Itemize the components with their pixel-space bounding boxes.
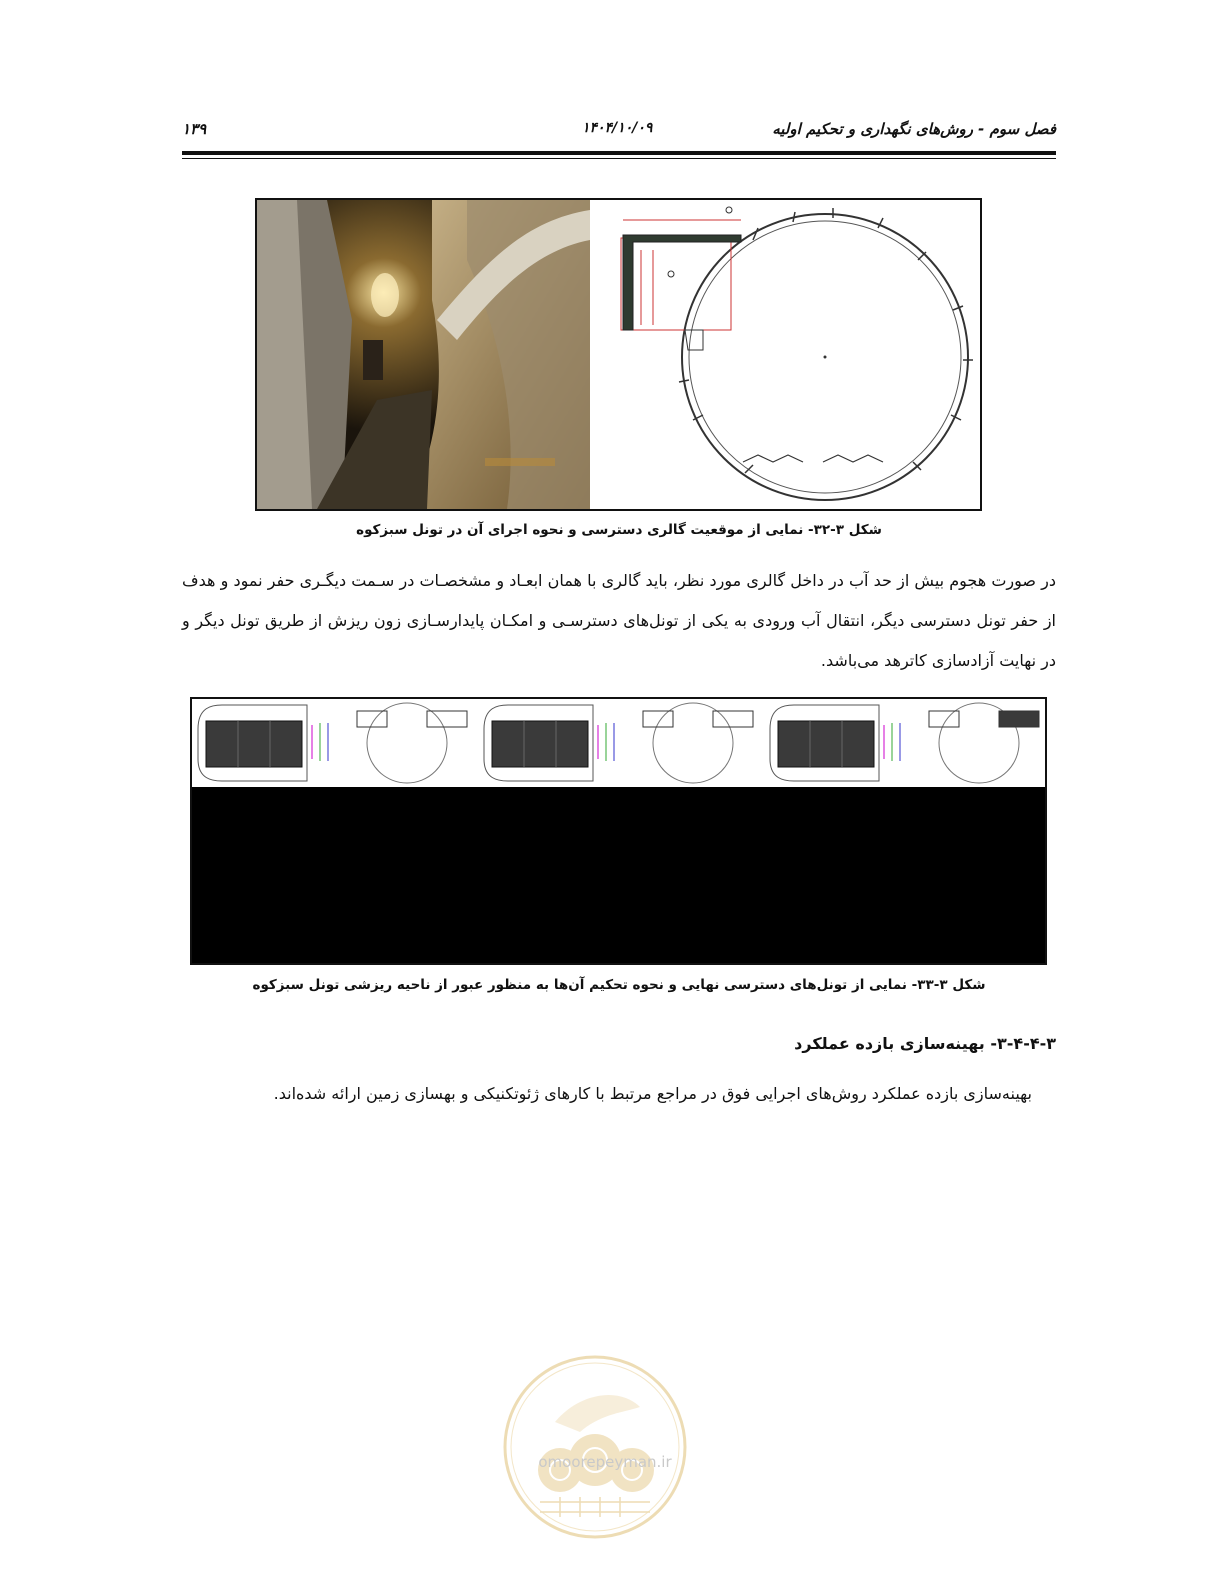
header-date: ۱۴۰۴/۱۰/۰۹ <box>582 120 653 136</box>
watermark-site: omoorepeyman.ir <box>538 1453 672 1471</box>
tunnel-set-2 <box>484 703 753 783</box>
page-number: ۱۳۹ <box>182 120 207 138</box>
access-tunnels-drawing-strip <box>192 699 1045 787</box>
figure-33 <box>190 697 1047 965</box>
access-gallery-drawing <box>593 200 980 509</box>
tunnel-set-1 <box>198 703 467 783</box>
page-header <box>182 120 1056 144</box>
chapter-title: فصل سوم - روش‌های نگهداری و تحکیم اولیه <box>772 120 1056 138</box>
figure-33-caption: شکل ۳-۳۳- نمایی از تونل‌های دسترسی نهایی و نحوه تحکیم آن‌ها به منظور عبور از ناحیه ریزشی تونل سبزکوه <box>252 977 986 993</box>
tunnel-gallery-photo <box>257 200 590 509</box>
figure-32-caption: شکل ۳-۳۲- نمایی از موقعیت گالری دسترسی و نحوه اجرای آن در تونل سبزکوه <box>356 522 882 538</box>
header-rule-thin <box>182 158 1056 159</box>
tunnel-set-3 <box>770 703 1039 783</box>
header-rule-thick <box>182 151 1056 155</box>
body-paragraph-1: در صورت هجوم بیش از حد آب در داخل گالری مورد نظر، باید گالری با همان ابعـاد و مشخصـات در سـمت دیگـری حفر نمود و هدف از حفر تونل دسترسی دیگر، انتقال آب ورودی به یکی از تونل‌های دسترسـی و امکـان پایدارسـازی زون ریزش از طریق تونل دیگر و در نهایت آزادسازی کاترهد می‌باشد. <box>182 571 1056 670</box>
watermark-logo <box>500 1352 690 1542</box>
body-paragraph-2: بهینه‌سازی بازده عملکرد روش‌های اجرایی فوق در مراجع مرتبط با کارهای ژئوتکنیکی و بهسازی زمین ارائه شده‌اند. <box>273 1084 1032 1103</box>
section-heading: ۳-۴-۴-۳- بهینه‌سازی بازده عملکرد <box>794 1034 1056 1053</box>
figure-32 <box>255 198 982 511</box>
